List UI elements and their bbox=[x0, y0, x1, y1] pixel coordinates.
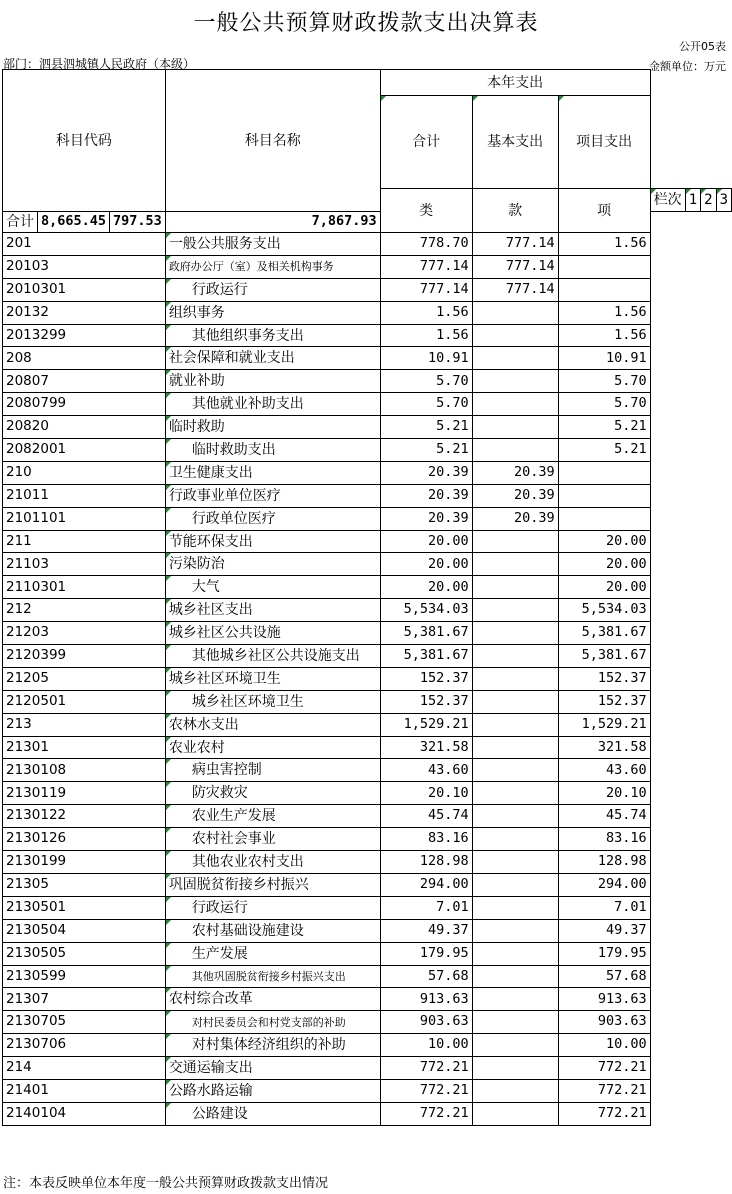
cell-basic bbox=[472, 1102, 558, 1125]
table-row bbox=[3, 507, 732, 530]
cell-total: 778.70 bbox=[380, 233, 472, 256]
cell-basic: 777.14 bbox=[472, 255, 558, 278]
header-col-1: 1 bbox=[685, 189, 700, 212]
cell-name: 节能环保支出 bbox=[165, 530, 380, 553]
cell-name: 城乡社区公共设施 bbox=[165, 622, 380, 645]
cell-total: 49.37 bbox=[380, 919, 472, 942]
cell-total: 772.21 bbox=[380, 1079, 472, 1102]
table-row bbox=[3, 233, 732, 256]
cell-total: 10.00 bbox=[380, 1034, 472, 1057]
cell-name: 农村综合改革 bbox=[165, 988, 380, 1011]
cell-name: 公路水路运输 bbox=[165, 1079, 380, 1102]
cell-code: 2010301 bbox=[3, 278, 166, 301]
cell-code: 20820 bbox=[3, 416, 166, 439]
table-row bbox=[3, 690, 732, 713]
cell-total: 128.98 bbox=[380, 851, 472, 874]
cell-code: 2130119 bbox=[3, 782, 166, 805]
cell-project bbox=[558, 484, 650, 507]
cell-project: 20.00 bbox=[558, 530, 650, 553]
cell-total: 1.56 bbox=[380, 324, 472, 347]
table-row bbox=[3, 896, 732, 919]
cell-basic bbox=[472, 1011, 558, 1034]
cell-code: 211 bbox=[3, 530, 166, 553]
cell-project: 1.56 bbox=[558, 301, 650, 324]
cell-name: 其他组织事务支出 bbox=[165, 324, 380, 347]
cell-basic bbox=[472, 873, 558, 896]
cell-total: 772.21 bbox=[380, 1057, 472, 1080]
table-row bbox=[3, 622, 732, 645]
cell-total: 1.56 bbox=[380, 301, 472, 324]
cell-basic bbox=[472, 553, 558, 576]
cell-basic bbox=[472, 805, 558, 828]
cell-code: 20132 bbox=[3, 301, 166, 324]
cell-name: 防灾救灾 bbox=[165, 782, 380, 805]
cell-project bbox=[558, 461, 650, 484]
cell-basic bbox=[472, 667, 558, 690]
cell-project: 128.98 bbox=[558, 851, 650, 874]
total-row-basic: 797.53 bbox=[110, 212, 166, 233]
cell-basic bbox=[472, 759, 558, 782]
expenditure-table bbox=[2, 69, 732, 1126]
table-row bbox=[3, 645, 732, 668]
table-row bbox=[3, 736, 732, 759]
cell-basic bbox=[472, 416, 558, 439]
cell-name: 交通运输支出 bbox=[165, 1057, 380, 1080]
cell-code: 2110301 bbox=[3, 576, 166, 599]
cell-code: 2140104 bbox=[3, 1102, 166, 1125]
header-subject-name: 科目名称 bbox=[165, 70, 380, 212]
cell-total: 5.21 bbox=[380, 416, 472, 439]
cell-total: 294.00 bbox=[380, 873, 472, 896]
cell-name: 一般公共服务支出 bbox=[165, 233, 380, 256]
cell-total: 772.21 bbox=[380, 1102, 472, 1125]
cell-name: 其他就业补助支出 bbox=[165, 393, 380, 416]
cell-code: 21011 bbox=[3, 484, 166, 507]
cell-code: 2130126 bbox=[3, 828, 166, 851]
table-row bbox=[3, 278, 732, 301]
cell-project: 903.63 bbox=[558, 1011, 650, 1034]
table-row bbox=[3, 667, 732, 690]
cell-total: 777.14 bbox=[380, 278, 472, 301]
cell-name: 农村基础设施建设 bbox=[165, 919, 380, 942]
cell-total: 43.60 bbox=[380, 759, 472, 782]
cell-name: 临时救助 bbox=[165, 416, 380, 439]
cell-name: 病虫害控制 bbox=[165, 759, 380, 782]
cell-total: 152.37 bbox=[380, 690, 472, 713]
cell-project: 7.01 bbox=[558, 896, 650, 919]
cell-basic: 777.14 bbox=[472, 278, 558, 301]
cell-project: 5.21 bbox=[558, 416, 650, 439]
cell-code: 2101101 bbox=[3, 507, 166, 530]
cell-project: 10.00 bbox=[558, 1034, 650, 1057]
cell-total: 5,381.67 bbox=[380, 622, 472, 645]
cell-code: 21305 bbox=[3, 873, 166, 896]
cell-name: 组织事务 bbox=[165, 301, 380, 324]
cell-name: 行政运行 bbox=[165, 278, 380, 301]
header-xiang: 项 bbox=[558, 189, 650, 233]
cell-code: 2120399 bbox=[3, 645, 166, 668]
cell-name: 行政事业单位医疗 bbox=[165, 484, 380, 507]
cell-name: 就业补助 bbox=[165, 370, 380, 393]
cell-name: 其他城乡社区公共设施支出 bbox=[165, 645, 380, 668]
cell-project: 20.00 bbox=[558, 553, 650, 576]
cell-total: 321.58 bbox=[380, 736, 472, 759]
cell-total: 10.91 bbox=[380, 347, 472, 370]
table-row bbox=[3, 347, 732, 370]
header-basic: 基本支出 bbox=[472, 96, 558, 189]
cell-basic: 20.39 bbox=[472, 484, 558, 507]
table-row bbox=[3, 484, 732, 507]
table-row bbox=[3, 873, 732, 896]
cell-project: 45.74 bbox=[558, 805, 650, 828]
cell-code: 2130108 bbox=[3, 759, 166, 782]
form-code: 公开05表 bbox=[679, 40, 726, 53]
cell-name: 农业生产发展 bbox=[165, 805, 380, 828]
cell-name: 城乡社区环境卫生 bbox=[165, 667, 380, 690]
cell-total: 5,381.67 bbox=[380, 645, 472, 668]
cell-project: 772.21 bbox=[558, 1057, 650, 1080]
cell-project: 1.56 bbox=[558, 324, 650, 347]
cell-name: 污染防治 bbox=[165, 553, 380, 576]
table-row bbox=[3, 851, 732, 874]
table-row bbox=[3, 1079, 732, 1102]
cell-total: 5,534.03 bbox=[380, 599, 472, 622]
header-kuan: 款 bbox=[472, 189, 558, 233]
cell-project: 20.10 bbox=[558, 782, 650, 805]
cell-code: 20103 bbox=[3, 255, 166, 278]
cell-basic bbox=[472, 1034, 558, 1057]
cell-total: 913.63 bbox=[380, 988, 472, 1011]
total-row-project: 7,867.93 bbox=[165, 212, 380, 233]
cell-project: 5,381.67 bbox=[558, 622, 650, 645]
cell-basic bbox=[472, 347, 558, 370]
cell-project: 913.63 bbox=[558, 988, 650, 1011]
report-title: 一般公共预算财政拨款支出决算表 bbox=[193, 11, 539, 36]
table-row bbox=[3, 1102, 732, 1125]
header-col-2: 2 bbox=[701, 189, 716, 212]
table-row bbox=[3, 393, 732, 416]
table-row bbox=[3, 599, 732, 622]
table-row bbox=[3, 1011, 732, 1034]
cell-name: 对村集体经济组织的补助 bbox=[165, 1034, 380, 1057]
cell-code: 21205 bbox=[3, 667, 166, 690]
cell-total: 20.00 bbox=[380, 530, 472, 553]
cell-code: 2130122 bbox=[3, 805, 166, 828]
total-row-total: 8,665.45 bbox=[38, 212, 110, 233]
cell-basic bbox=[472, 942, 558, 965]
cell-project: 294.00 bbox=[558, 873, 650, 896]
cell-total: 7.01 bbox=[380, 896, 472, 919]
cell-code: 21203 bbox=[3, 622, 166, 645]
table-row bbox=[3, 530, 732, 553]
cell-name: 政府办公厅（室）及相关机构事务 bbox=[165, 255, 380, 278]
cell-project: 152.37 bbox=[558, 667, 650, 690]
cell-basic bbox=[472, 301, 558, 324]
cell-project bbox=[558, 507, 650, 530]
cell-total: 152.37 bbox=[380, 667, 472, 690]
header-column-index: 栏次 bbox=[650, 189, 685, 212]
total-row-label: 合计 bbox=[3, 212, 38, 233]
cell-basic bbox=[472, 530, 558, 553]
table-row bbox=[3, 805, 732, 828]
table-row bbox=[3, 576, 732, 599]
unit-label: 金额单位：万元 bbox=[649, 60, 726, 73]
cell-name: 行政单位医疗 bbox=[165, 507, 380, 530]
cell-total: 20.00 bbox=[380, 553, 472, 576]
cell-basic bbox=[472, 645, 558, 668]
cell-code: 2120501 bbox=[3, 690, 166, 713]
table-row bbox=[3, 1057, 732, 1080]
cell-name: 城乡社区环境卫生 bbox=[165, 690, 380, 713]
cell-name: 其他农业农村支出 bbox=[165, 851, 380, 874]
cell-project: 772.21 bbox=[558, 1079, 650, 1102]
cell-name: 生产发展 bbox=[165, 942, 380, 965]
cell-basic bbox=[472, 851, 558, 874]
cell-project: 10.91 bbox=[558, 347, 650, 370]
cell-code: 2130705 bbox=[3, 1011, 166, 1034]
cell-basic bbox=[472, 736, 558, 759]
cell-project bbox=[558, 255, 650, 278]
table-row bbox=[3, 759, 732, 782]
table-row bbox=[3, 461, 732, 484]
cell-code: 2130706 bbox=[3, 1034, 166, 1057]
cell-basic bbox=[472, 713, 558, 736]
table-row bbox=[3, 919, 732, 942]
cell-code: 2130501 bbox=[3, 896, 166, 919]
cell-total: 179.95 bbox=[380, 942, 472, 965]
cell-code: 21401 bbox=[3, 1079, 166, 1102]
cell-name: 农林水支出 bbox=[165, 713, 380, 736]
cell-total: 20.39 bbox=[380, 484, 472, 507]
cell-project: 1.56 bbox=[558, 233, 650, 256]
cell-name: 其他巩固脱贫衔接乡村振兴支出 bbox=[165, 965, 380, 988]
table-row bbox=[3, 255, 732, 278]
cell-code: 2130504 bbox=[3, 919, 166, 942]
cell-basic bbox=[472, 1079, 558, 1102]
cell-project: 321.58 bbox=[558, 736, 650, 759]
cell-basic bbox=[472, 690, 558, 713]
table-row bbox=[3, 1034, 732, 1057]
footnote: 注：本表反映单位本年度一般公共预算财政拨款支出情况 bbox=[3, 1176, 329, 1191]
header-col-3: 3 bbox=[716, 189, 731, 212]
table-row bbox=[3, 324, 732, 347]
cell-basic bbox=[472, 439, 558, 462]
cell-code: 210 bbox=[3, 461, 166, 484]
cell-basic bbox=[472, 988, 558, 1011]
cell-project: 5.70 bbox=[558, 370, 650, 393]
cell-name: 城乡社区支出 bbox=[165, 599, 380, 622]
cell-project: 83.16 bbox=[558, 828, 650, 851]
cell-name: 卫生健康支出 bbox=[165, 461, 380, 484]
cell-project: 5,381.67 bbox=[558, 645, 650, 668]
cell-name: 临时救助支出 bbox=[165, 439, 380, 462]
cell-total: 777.14 bbox=[380, 255, 472, 278]
cell-total: 45.74 bbox=[380, 805, 472, 828]
cell-name: 行政运行 bbox=[165, 896, 380, 919]
cell-code: 21103 bbox=[3, 553, 166, 576]
cell-total: 20.39 bbox=[380, 507, 472, 530]
cell-project: 57.68 bbox=[558, 965, 650, 988]
cell-project: 1,529.21 bbox=[558, 713, 650, 736]
cell-total: 20.10 bbox=[380, 782, 472, 805]
cell-code: 201 bbox=[3, 233, 166, 256]
cell-basic bbox=[472, 782, 558, 805]
cell-project: 152.37 bbox=[558, 690, 650, 713]
cell-basic bbox=[472, 1057, 558, 1080]
header-subject-code: 科目代码 bbox=[3, 70, 166, 212]
cell-code: 21307 bbox=[3, 988, 166, 1011]
cell-total: 5.70 bbox=[380, 370, 472, 393]
cell-project: 43.60 bbox=[558, 759, 650, 782]
cell-basic bbox=[472, 599, 558, 622]
cell-basic bbox=[472, 370, 558, 393]
cell-code: 2130199 bbox=[3, 851, 166, 874]
table-row bbox=[3, 713, 732, 736]
cell-total: 5.70 bbox=[380, 393, 472, 416]
cell-project: 5.70 bbox=[558, 393, 650, 416]
department-label: 部门：泗县泗城镇人民政府（本级） bbox=[3, 57, 196, 71]
cell-project: 49.37 bbox=[558, 919, 650, 942]
table-row bbox=[3, 828, 732, 851]
table-row bbox=[3, 439, 732, 462]
cell-basic: 777.14 bbox=[472, 233, 558, 256]
cell-code: 2080799 bbox=[3, 393, 166, 416]
cell-basic bbox=[472, 828, 558, 851]
cell-name: 大气 bbox=[165, 576, 380, 599]
cell-total: 57.68 bbox=[380, 965, 472, 988]
cell-project: 5,534.03 bbox=[558, 599, 650, 622]
cell-code: 2013299 bbox=[3, 324, 166, 347]
cell-name: 农村社会事业 bbox=[165, 828, 380, 851]
cell-total: 20.39 bbox=[380, 461, 472, 484]
cell-name: 农业农村 bbox=[165, 736, 380, 759]
cell-name: 巩固脱贫衔接乡村振兴 bbox=[165, 873, 380, 896]
header-current-year: 本年支出 bbox=[380, 70, 650, 96]
header-total: 合计 bbox=[380, 96, 472, 189]
table-row bbox=[3, 965, 732, 988]
cell-project: 772.21 bbox=[558, 1102, 650, 1125]
cell-code: 21301 bbox=[3, 736, 166, 759]
cell-total: 1,529.21 bbox=[380, 713, 472, 736]
table-row bbox=[3, 370, 732, 393]
cell-code: 213 bbox=[3, 713, 166, 736]
cell-name: 对村民委员会和村党支部的补助 bbox=[165, 1011, 380, 1034]
table-row bbox=[3, 942, 732, 965]
cell-code: 214 bbox=[3, 1057, 166, 1080]
header-lei: 类 bbox=[380, 189, 472, 233]
cell-basic bbox=[472, 324, 558, 347]
cell-project bbox=[558, 278, 650, 301]
table-row bbox=[3, 553, 732, 576]
cell-code: 212 bbox=[3, 599, 166, 622]
cell-basic bbox=[472, 896, 558, 919]
table-row bbox=[3, 301, 732, 324]
cell-code: 20807 bbox=[3, 370, 166, 393]
cell-basic bbox=[472, 965, 558, 988]
cell-basic bbox=[472, 393, 558, 416]
cell-basic bbox=[472, 622, 558, 645]
cell-basic: 20.39 bbox=[472, 461, 558, 484]
cell-name: 公路建设 bbox=[165, 1102, 380, 1125]
cell-total: 20.00 bbox=[380, 576, 472, 599]
cell-name: 社会保障和就业支出 bbox=[165, 347, 380, 370]
cell-basic: 20.39 bbox=[472, 507, 558, 530]
cell-basic bbox=[472, 919, 558, 942]
cell-total: 903.63 bbox=[380, 1011, 472, 1034]
header-project: 项目支出 bbox=[558, 96, 650, 189]
cell-project: 5.21 bbox=[558, 439, 650, 462]
cell-total: 83.16 bbox=[380, 828, 472, 851]
cell-project: 179.95 bbox=[558, 942, 650, 965]
table-row bbox=[3, 988, 732, 1011]
cell-code: 2130505 bbox=[3, 942, 166, 965]
cell-total: 5.21 bbox=[380, 439, 472, 462]
cell-basic bbox=[472, 576, 558, 599]
cell-project: 20.00 bbox=[558, 576, 650, 599]
cell-code: 208 bbox=[3, 347, 166, 370]
cell-code: 2082001 bbox=[3, 439, 166, 462]
table-row bbox=[3, 416, 732, 439]
table-row bbox=[3, 782, 732, 805]
cell-code: 2130599 bbox=[3, 965, 166, 988]
